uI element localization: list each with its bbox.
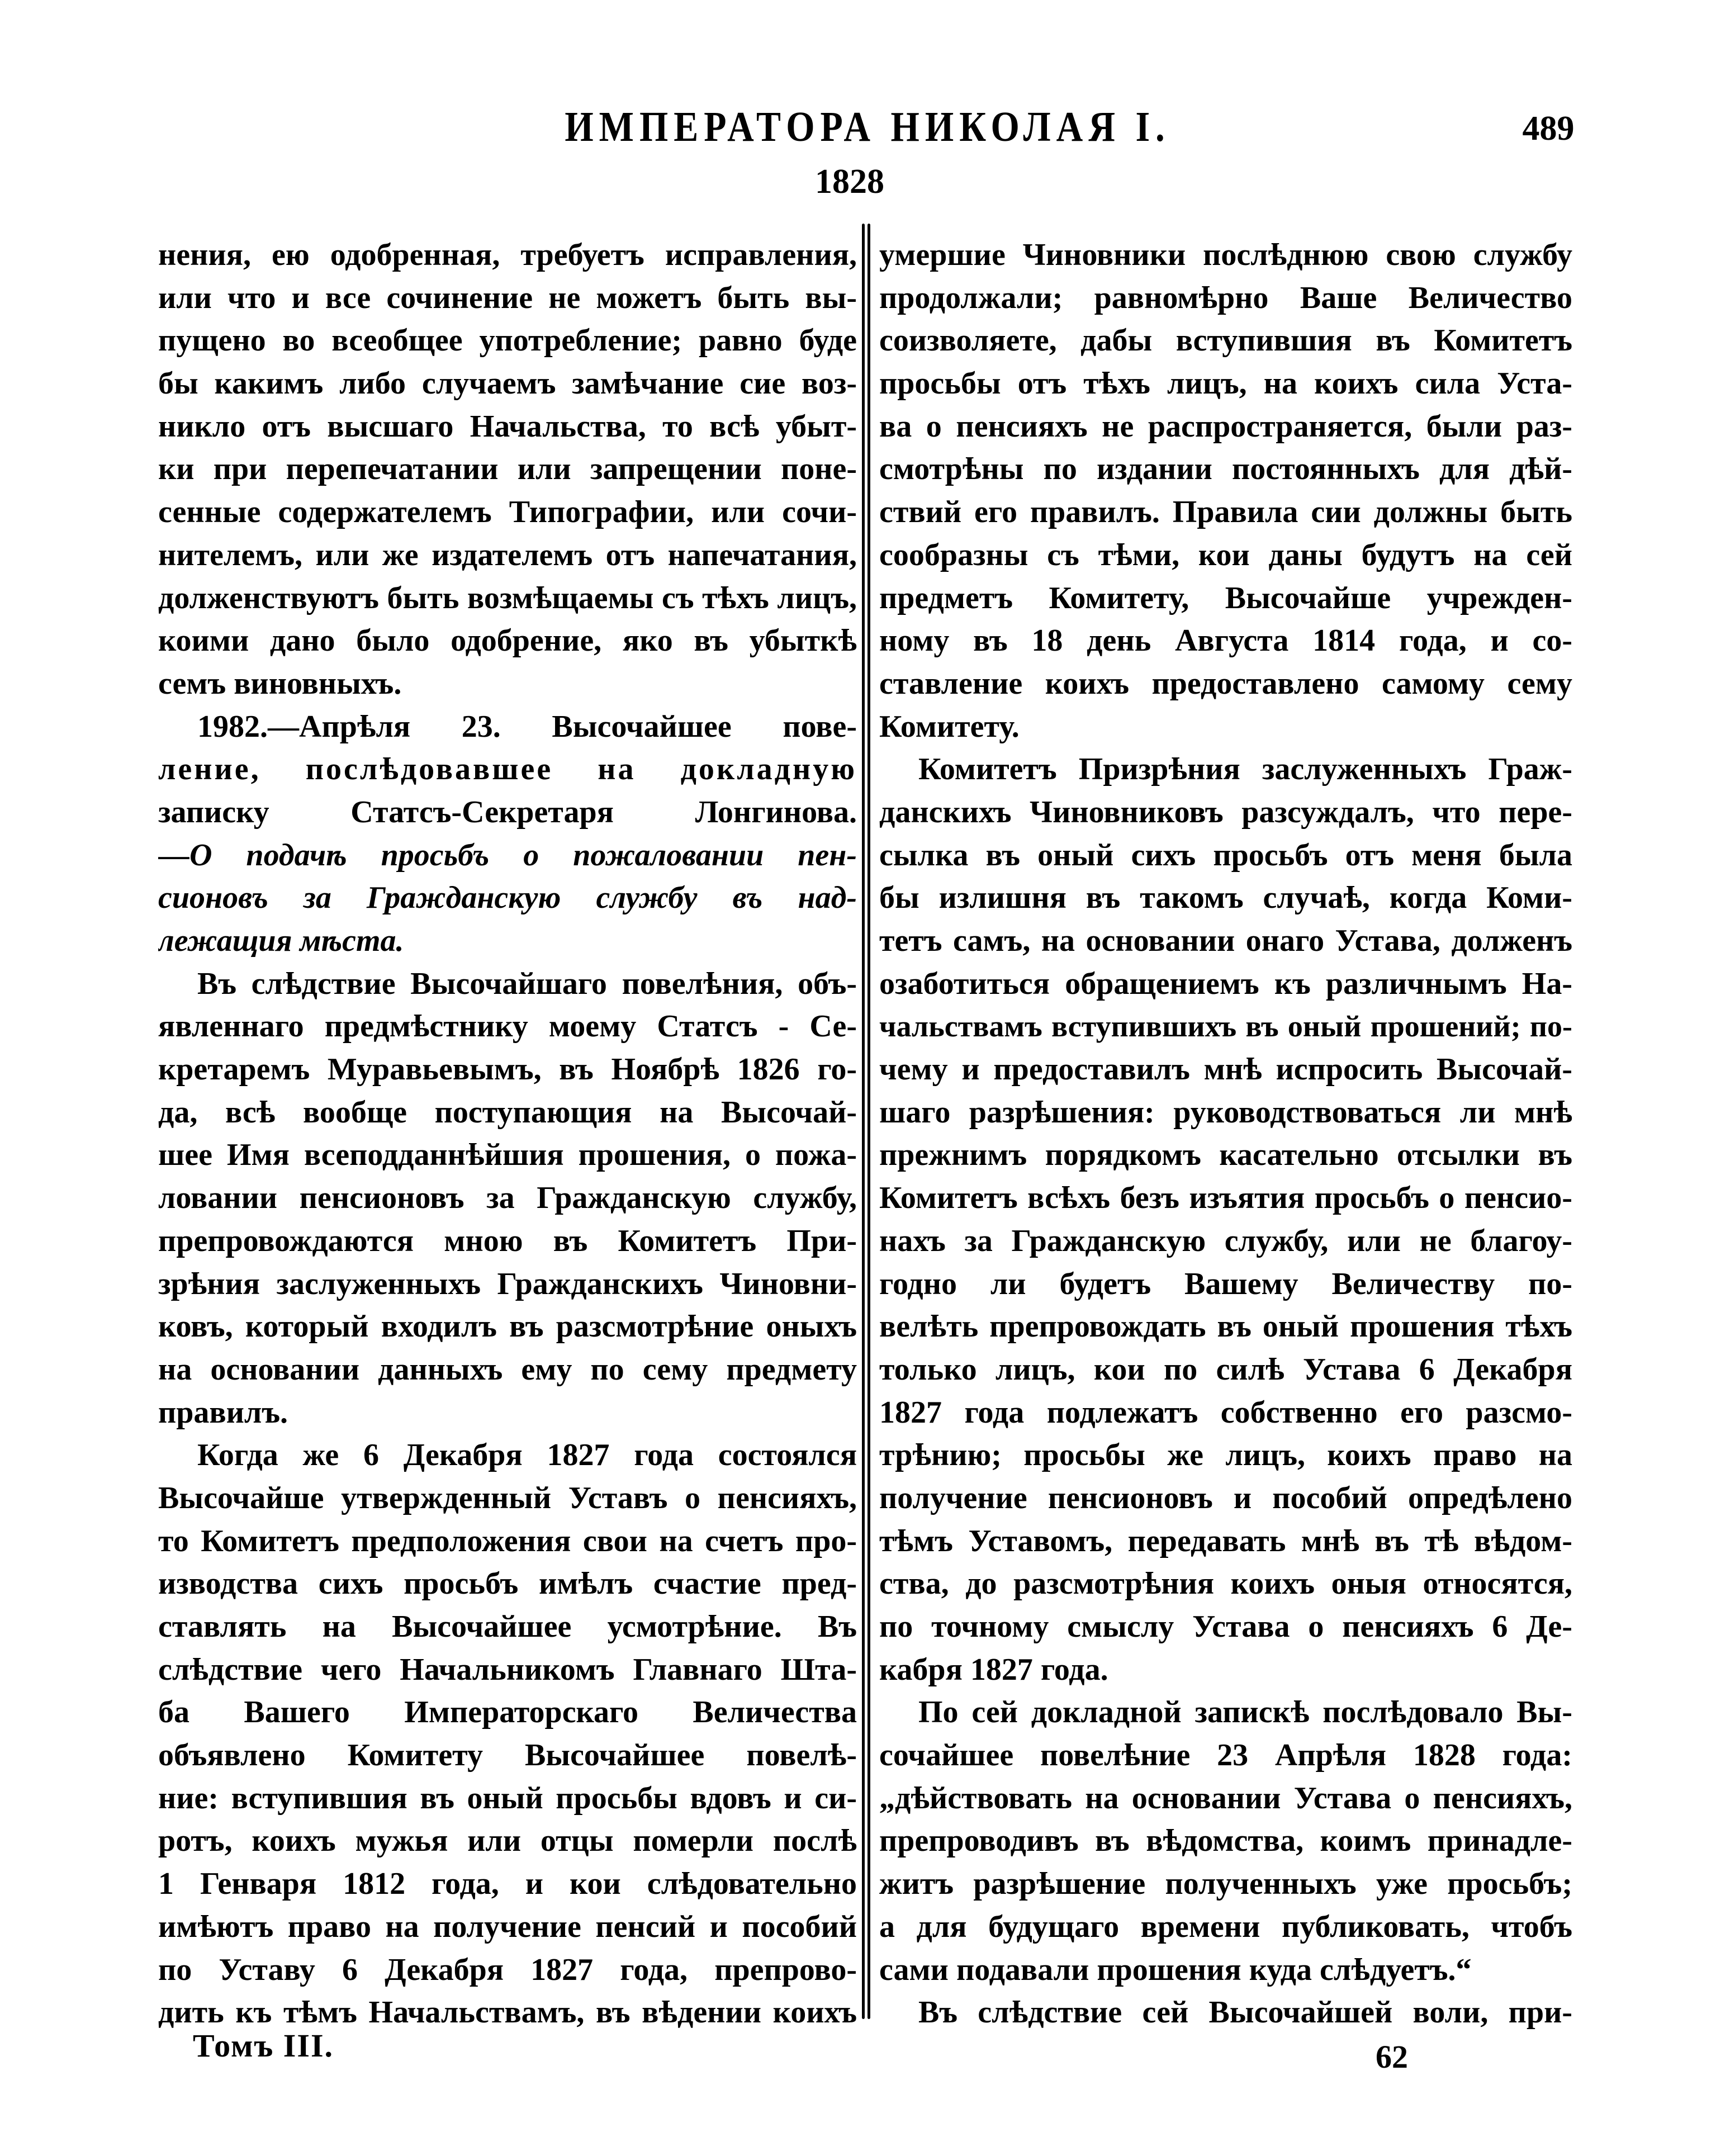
text-line: Комитетъ Призрѣния заслуженныхъ Граж- — [918, 752, 1572, 787]
text-line: препровождаются мною въ Комитетъ При- — [158, 1223, 857, 1258]
text-line: сами подавали прошения куда слѣдуетъ.“ — [879, 1952, 1472, 1987]
text-line: ставление коихъ предоставлено самому сему — [879, 666, 1572, 701]
text-line: по Уставу 6 Декабря 1827 года, препрово- — [158, 1952, 857, 1987]
text-line: просьбы отъ тѣхъ лицъ, на коихъ сила Уста- — [879, 366, 1572, 401]
text-line: коими дано было одобрение, яко въ убыткѣ — [158, 623, 857, 658]
text-line: ление, послѣдовавшее на докладную — [158, 752, 857, 787]
text-line: „дѣйствовать на основании Устава о пенсияхъ, — [879, 1780, 1572, 1816]
text-line: 1982.—Апрѣля 23. Высочайшее пове- — [197, 709, 857, 744]
text-line: прежнимъ порядкомъ касательно отсылки въ — [879, 1138, 1572, 1173]
text-line: продолжали; равномѣрно Ваше Величество — [879, 280, 1572, 315]
text-line: нахъ за Гражданскую службу, или не благоу- — [879, 1223, 1572, 1258]
text-line: ства, до разсмотрѣния коихъ оныя относятся, — [879, 1566, 1572, 1601]
text-line: Въ слѣдствие Высочайшаго повелѣния, объ- — [197, 966, 857, 1001]
text-line: данскихъ Чиновниковъ разсуждалъ, что пере- — [879, 794, 1572, 830]
text-line: бы какимъ либо случаемъ замѣчание сие воз- — [158, 366, 857, 401]
text-line: —О подачѣ просьбъ о пожаловании пен- — [158, 837, 857, 873]
text-line: ва о пенсияхъ не распространяется, были раз- — [879, 409, 1572, 444]
column-divider-rule-right — [868, 224, 870, 2019]
text-line: изводства сихъ просьбъ имѣлъ счастие пред- — [158, 1566, 857, 1601]
text-line: сочайшее повелѣние 23 Апрѣля 1828 года: — [879, 1738, 1572, 1773]
text-line: ротъ, коихъ мужья или отцы померли послѣ — [158, 1823, 857, 1859]
text-line: кретаремъ Муравьевымъ, въ Ноябрѣ 1826 го- — [158, 1052, 857, 1087]
text-line: велѣть препровождать въ оный прошения тѣхъ — [879, 1309, 1572, 1344]
text-line: получение пенсионовъ и пособий опредѣлено — [879, 1480, 1572, 1515]
text-line: записку Статсъ-Секретаря Лонгинова. — [158, 794, 857, 830]
text-line: слѣдствие чего Начальникомъ Главнаго Шта- — [158, 1652, 857, 1687]
text-line: пущено во всеобщее употребление; равно буде — [158, 323, 857, 358]
text-line: на основании данныхъ ему по сему предмету — [158, 1352, 857, 1387]
text-line: тѣмъ Уставомъ, передавать мнѣ въ тѣ вѣдом- — [879, 1523, 1572, 1558]
text-line: кабря 1827 года. — [879, 1652, 1108, 1687]
text-line: лежащия мѣста. — [158, 923, 404, 958]
column-divider-rule-left — [862, 224, 865, 2019]
text-line: житъ разрѣшение полученныхъ уже просьбъ; — [879, 1866, 1572, 1902]
text-line: препроводивъ въ вѣдомства, коимъ принадле- — [879, 1823, 1572, 1859]
text-line: нения, ею одобренная, требуетъ исправления, — [158, 238, 857, 272]
text-line: шаго разрѣшения: руководствоваться ли мнѣ — [879, 1094, 1572, 1130]
year-heading: 1828 — [815, 163, 884, 201]
column-divider — [862, 224, 870, 2019]
text-line: ковъ, который входилъ въ разсмотрѣние оныхъ — [158, 1309, 857, 1344]
right-column — [879, 234, 1572, 2034]
text-line: имѣютъ право на получение пенсий и пособий — [158, 1909, 857, 1944]
text-line: ставлять на Высочайшее усмотрѣние. Въ — [158, 1609, 857, 1644]
text-line: сионовъ за Гражданскую службу въ над- — [158, 880, 857, 916]
text-line: годно ли будетъ Вашему Величеству по- — [879, 1266, 1572, 1301]
text-line: да, всѣ вообще поступающия на Высочай- — [158, 1094, 857, 1130]
text-line: ловании пенсионовъ за Гражданскую службу, — [158, 1181, 857, 1216]
text-line: По сей докладной запискѣ послѣдовало Вы- — [918, 1695, 1572, 1730]
text-line: то Комитетъ предположения свои на счетъ про- — [158, 1523, 857, 1558]
volume-label: Томъ III. — [193, 2027, 334, 2064]
text-line: чальствамъ вступившихъ въ оный прошений; по- — [879, 1010, 1572, 1044]
text-line: умершие Чиновники послѣднюю свою службу — [879, 238, 1572, 272]
text-line: только лицъ, кои по силѣ Устава 6 Декабря — [879, 1352, 1572, 1387]
text-line: Высочайше утвержденный Уставъ о пенсияхъ, — [158, 1480, 857, 1515]
text-line: озаботиться обращениемъ къ различнымъ На- — [879, 966, 1572, 1001]
text-line: сенные содержателемъ Типографии, или сочи- — [158, 495, 857, 530]
text-line: нителемъ, или же издателемъ отъ напечатания, — [158, 537, 857, 572]
text-line: чему и предоставилъ мнѣ испросить Высочай- — [879, 1052, 1572, 1087]
text-line: трѣнию; просьбы же лицъ, коихъ право на — [879, 1438, 1572, 1473]
text-line: 1 Генваря 1812 года, и кои слѣдовательно — [158, 1866, 857, 1902]
text-line: бы излишня въ такомъ случаѣ, когда Коми- — [879, 880, 1572, 916]
text-line: Комитету. — [879, 709, 1020, 744]
text-line: Комитетъ всѣхъ безъ изъятия просьбъ о пенсио- — [879, 1181, 1572, 1216]
text-line: смотрѣны по издании постоянныхъ для дѣй- — [879, 452, 1572, 487]
text-line: дить къ тѣмъ Начальствамъ, въ вѣдении коихъ — [158, 1995, 857, 2030]
text-line: шее Имя всеподданнѣйшия прошения, о пожа- — [158, 1138, 857, 1173]
text-line: правилъ. — [158, 1395, 288, 1430]
text-line: Когда же 6 Декабря 1827 года состоялся — [197, 1438, 857, 1473]
text-line: соизволяете, дабы вступившия въ Комитетъ — [879, 323, 1572, 358]
text-line: ному въ 18 день Августа 1814 года, и со- — [879, 623, 1572, 658]
text-line: ки при перепечатании или запрещении поне- — [158, 452, 857, 487]
text-line: семъ виновныхъ. — [158, 666, 402, 701]
running-title: ИМПЕРАТОРА НИКОЛАЯ I. — [565, 103, 1170, 151]
text-line: Въ слѣдствие сей Высочайшей воли, при- — [918, 1995, 1572, 2030]
left-column — [158, 234, 857, 2034]
signature-mark: 62 — [1376, 2039, 1408, 2075]
text-line: объявлено Комитету Высочайшее повелѣ- — [158, 1738, 857, 1773]
text-line: ствий его правилъ. Правила сии должны быть — [879, 495, 1572, 530]
text-line: зрѣния заслуженныхъ Гражданскихъ Чиновни- — [158, 1266, 857, 1301]
text-line: а для будущаго времени публиковать, чтобъ — [879, 1909, 1572, 1944]
text-line: ба Вашего Императорскаго Величества — [158, 1695, 857, 1730]
text-line: или что и все сочинение не можетъ быть вы- — [158, 280, 857, 315]
text-line: явленнаго предмѣстнику моему Статсъ - Се- — [158, 1009, 857, 1044]
text-line: 1827 года подлежатъ собственно его разсмо- — [879, 1395, 1572, 1430]
page-number: 489 — [1522, 110, 1575, 148]
text-line: ние: вступившия въ оный просьбы вдовъ и си- — [158, 1780, 857, 1816]
text-line: сылка въ оный сихъ просьбъ отъ меня была — [879, 837, 1572, 873]
text-line: долженствуютъ быть возмѣщаемы съ тѣхъ лицъ, — [158, 580, 857, 615]
text-line: сообразны съ тѣми, кои даны будутъ на сей — [879, 537, 1572, 572]
text-line: тетъ самъ, на основании онаго Устава, долженъ — [879, 923, 1572, 958]
text-line: предметъ Комитету, Высочайше учрежден- — [879, 580, 1572, 615]
text-line: никло отъ высшаго Начальства, то всѣ убыт- — [158, 409, 857, 444]
text-line: по точному смыслу Устава о пенсияхъ 6 Де- — [879, 1609, 1572, 1644]
